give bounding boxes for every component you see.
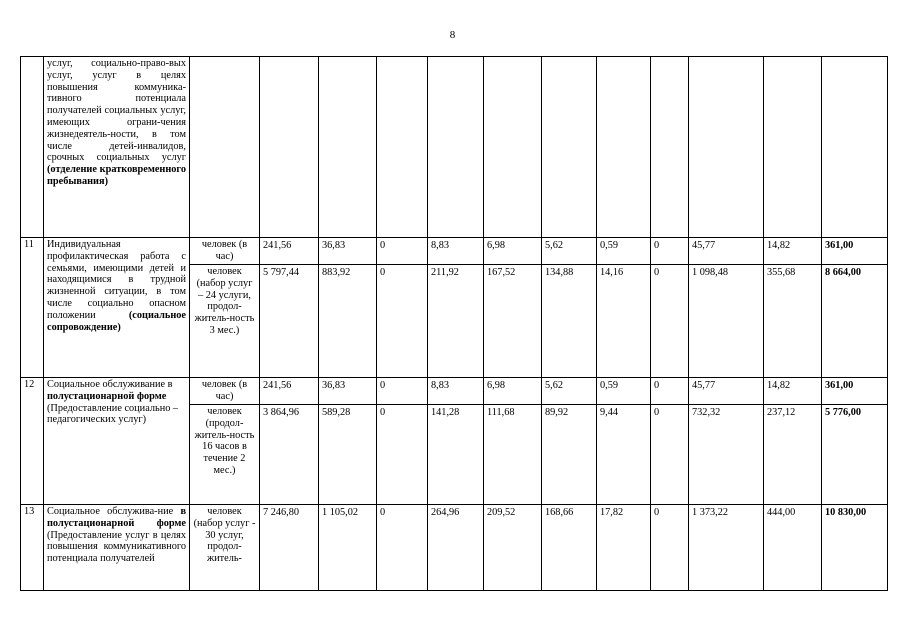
value-cell: 0	[377, 405, 428, 505]
value-cell: 0	[651, 238, 689, 265]
value-cell: 241,56	[260, 378, 319, 405]
value-cell: 6,98	[484, 238, 542, 265]
value-cell: 134,88	[542, 265, 597, 378]
value-cell: 0,59	[597, 238, 651, 265]
tariff-table	[20, 56, 888, 591]
row-number: 11	[21, 238, 44, 378]
value-cell: 0	[377, 238, 428, 265]
total-cell: 5 776,00	[822, 405, 888, 505]
unit-cell: человек (в час)	[190, 238, 260, 265]
total-cell: 361,00	[822, 378, 888, 405]
value-cell: 36,83	[319, 378, 377, 405]
value-cell: 237,12	[764, 405, 822, 505]
value-cell: 444,00	[764, 505, 822, 591]
value-cell: 1 098,48	[689, 265, 764, 378]
value-cell: 14,82	[764, 378, 822, 405]
value-cell: 5,62	[542, 378, 597, 405]
value-cell: 14,16	[597, 265, 651, 378]
value-cell: 89,92	[542, 405, 597, 505]
value-cell: 209,52	[484, 505, 542, 591]
value-cell: 1 105,02	[319, 505, 377, 591]
value-cell: 45,77	[689, 238, 764, 265]
service-description: услуг, социально-право-вых услуг, услуг в целях повышения коммуника-тивного потенциала получателей социальных услуг, имеющих ограни-чения жизнедеятель-ности, в том числе детей-инвалидов, срочных социальных услуг (отделение кратковременного пребывания)	[44, 57, 190, 238]
value-cell: 141,28	[428, 405, 484, 505]
value-cell: 5,62	[542, 238, 597, 265]
value-cell: 6,98	[484, 378, 542, 405]
value-cell: 589,28	[319, 405, 377, 505]
value-cell: 5 797,44	[260, 265, 319, 378]
table-row	[21, 378, 888, 405]
value-cell: 45,77	[689, 378, 764, 405]
value-cell: 0	[651, 265, 689, 378]
table-row-continuation	[21, 57, 888, 238]
value-cell: 9,44	[597, 405, 651, 505]
value-cell: 8,83	[428, 378, 484, 405]
value-cell: 167,52	[484, 265, 542, 378]
total-cell: 10 830,00	[822, 505, 888, 591]
value-cell: 0,59	[597, 378, 651, 405]
unit-cell: человек (набор услуг – 24 услуги, продол-житель-ность 3 мес.)	[190, 265, 260, 378]
service-description: Социальное обслуживание в полустационарной форме (Предоставление социально – педагогических услуг)	[44, 378, 190, 505]
value-cell: 14,82	[764, 238, 822, 265]
value-cell: 0	[651, 405, 689, 505]
value-cell: 264,96	[428, 505, 484, 591]
unit-cell: человек (набор услуг - 30 услуг, продол-житель-	[190, 505, 260, 591]
value-cell: 0	[651, 505, 689, 591]
value-cell: 111,68	[484, 405, 542, 505]
total-cell: 8 664,00	[822, 265, 888, 378]
service-description: Индивидуальная профилактическая работа с семьями, имеющими детей и находящимися в трудной жизненной ситуации, в том числе социально опасном положении (социальное сопровождение)	[44, 238, 190, 378]
unit-cell: человек (в час)	[190, 378, 260, 405]
page-number: 8	[449, 29, 456, 41]
row-number: 13	[21, 505, 44, 591]
value-cell: 36,83	[319, 238, 377, 265]
value-cell: 355,68	[764, 265, 822, 378]
row-number: 12	[21, 378, 44, 505]
table-row	[21, 505, 888, 591]
value-cell: 211,92	[428, 265, 484, 378]
value-cell: 732,32	[689, 405, 764, 505]
value-cell: 1 373,22	[689, 505, 764, 591]
value-cell: 168,66	[542, 505, 597, 591]
value-cell: 0	[377, 265, 428, 378]
value-cell: 3 864,96	[260, 405, 319, 505]
value-cell: 8,83	[428, 238, 484, 265]
value-cell: 883,92	[319, 265, 377, 378]
value-cell: 17,82	[597, 505, 651, 591]
total-cell: 361,00	[822, 238, 888, 265]
value-cell: 0	[377, 505, 428, 591]
value-cell: 241,56	[260, 238, 319, 265]
value-cell: 0	[377, 378, 428, 405]
value-cell: 7 246,80	[260, 505, 319, 591]
table-row	[21, 238, 888, 265]
value-cell: 0	[651, 378, 689, 405]
unit-cell: человек (продол-житель-ность 16 часов в течение 2 мес.)	[190, 405, 260, 505]
service-description: Социальное обслужива-ние в полустационарной форме (Предоставление услуг в целях повышения коммуникативного потенциала получателей	[44, 505, 190, 591]
